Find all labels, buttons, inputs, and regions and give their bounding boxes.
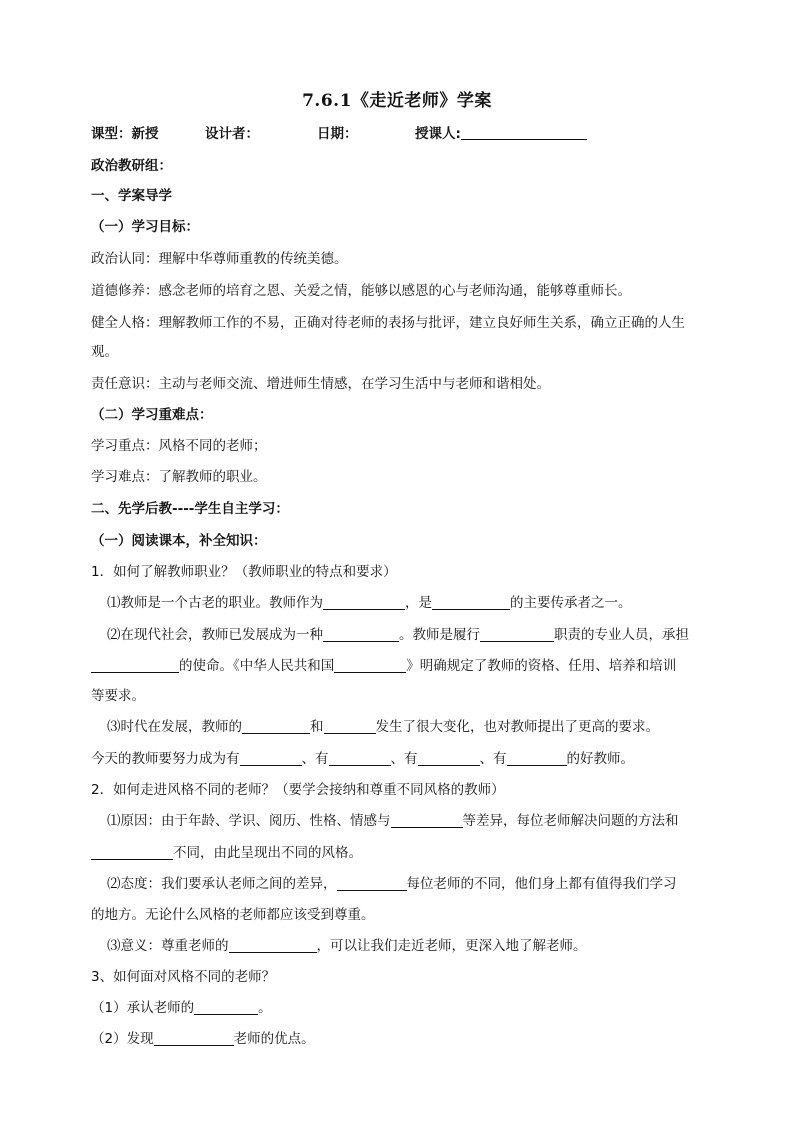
- goal-moral: 道德修养：感念老师的培育之恩、关爱之情，能够以感恩的心与老师沟通，能够尊重师长。: [91, 283, 631, 299]
- goals-heading: （一）学习目标：: [91, 219, 199, 235]
- q1-p1: ⑴教师是一个古老的职业。教师作为 ，是 的主要传承者之一。: [107, 595, 632, 611]
- teacher-label: 授课人:: [415, 124, 461, 144]
- blank[interactable]: [194, 999, 258, 1015]
- q1-p3-line2: 今天的教师要努力成为有 、有 、有 、有 的好教师。: [91, 751, 634, 767]
- q2-p3: ⑶意义：尊重老师的 ，可以让我们走近老师，更深入地了解老师。: [107, 938, 587, 954]
- blank[interactable]: [334, 657, 406, 673]
- blank[interactable]: [242, 718, 310, 734]
- goal-responsibility: 责任意识：主动与老师交流、增进师生情感，在学习生活中与老师和谐相处。: [91, 376, 550, 392]
- q2-p1-line1: ⑴原因：由于年龄、学识、阅历、性格、情感与 等差异，每位老师解决问题的方法和: [107, 813, 679, 829]
- blank[interactable]: [91, 657, 179, 673]
- blank[interactable]: [154, 1030, 234, 1046]
- goal-political: 政治认同：理解中华尊师重教的传统美德。: [91, 251, 348, 267]
- blank[interactable]: [91, 844, 173, 860]
- goal-personality: 健全人格：理解教师工作的不易，正确对待老师的表扬与批评，建立良好师生关系，确立正确的人生: [91, 315, 685, 331]
- meta-row: [91, 124, 698, 144]
- blank[interactable]: [240, 750, 302, 766]
- blank[interactable]: [432, 594, 510, 610]
- q2-p2-line1: ⑵态度：我们要承认老师之间的差异， 每位老师的不同，他们身上都有值得我们学习: [107, 876, 677, 892]
- date-label: 日期：: [317, 126, 358, 142]
- blank[interactable]: [391, 812, 463, 828]
- lesson-type: 课型：新授: [91, 126, 159, 142]
- group-label: 政治教研组：: [91, 158, 172, 174]
- q2-title: 2．如何走进风格不同的老师？（要学会接纳和尊重不同风格的教师）: [91, 782, 505, 798]
- q1-p2-line3: 等要求。: [91, 688, 145, 704]
- reading-heading: （一）阅读课本，补全知识：: [91, 533, 267, 549]
- blank[interactable]: [337, 875, 407, 891]
- key-points-heading: （二）学习重难点：: [91, 407, 213, 423]
- blank[interactable]: [323, 626, 399, 642]
- q1-p2-line1: ⑵在现代社会，教师已发展成为一种 。教师是履行 职责的专业人员，承担: [107, 627, 689, 643]
- q3-p2: （2）发现 老师的优点。: [91, 1031, 315, 1047]
- q3-p1: （1）承认老师的 。: [91, 1000, 272, 1016]
- key-point: 学习重点：风格不同的老师；: [91, 438, 267, 454]
- designer-label: 设计者：: [205, 126, 259, 142]
- q1-p3-line1: ⑶时代在发展，教师的 和 发生了很大变化，也对教师提出了更高的要求。: [107, 719, 659, 735]
- goal-personality-cont: 观。: [91, 344, 118, 360]
- page-title: 7.6.1《走近老师》学案: [302, 91, 492, 111]
- blank[interactable]: [323, 594, 405, 610]
- difficult-point: 学习难点：了解教师的职业。: [91, 469, 267, 485]
- blank[interactable]: [329, 750, 391, 766]
- blank[interactable]: [418, 750, 480, 766]
- blank[interactable]: [480, 626, 554, 642]
- teacher-blank[interactable]: [461, 124, 587, 140]
- section-1-heading: 一、学案导学: [91, 188, 172, 204]
- q3-title: 3、如何面对风格不同的老师？: [91, 969, 276, 985]
- q2-p2-line2: 的地方。无论什么风格的老师都应该受到尊重。: [91, 907, 375, 923]
- q2-p1-line2: 不同，由此呈现出不同的风格。: [91, 843, 698, 863]
- q1-p2-line2: 的使命。《中华人民共和国 》明确规定了教师的资格、任用、培养和培训: [91, 656, 698, 676]
- blank[interactable]: [229, 937, 317, 953]
- blank[interactable]: [507, 750, 567, 766]
- section-2-heading: 二、先学后教----学生自主学习：: [91, 501, 289, 517]
- q1-title: 1．如何了解教师职业？（教师职业的特点和要求）: [91, 564, 397, 580]
- blank[interactable]: [324, 718, 376, 734]
